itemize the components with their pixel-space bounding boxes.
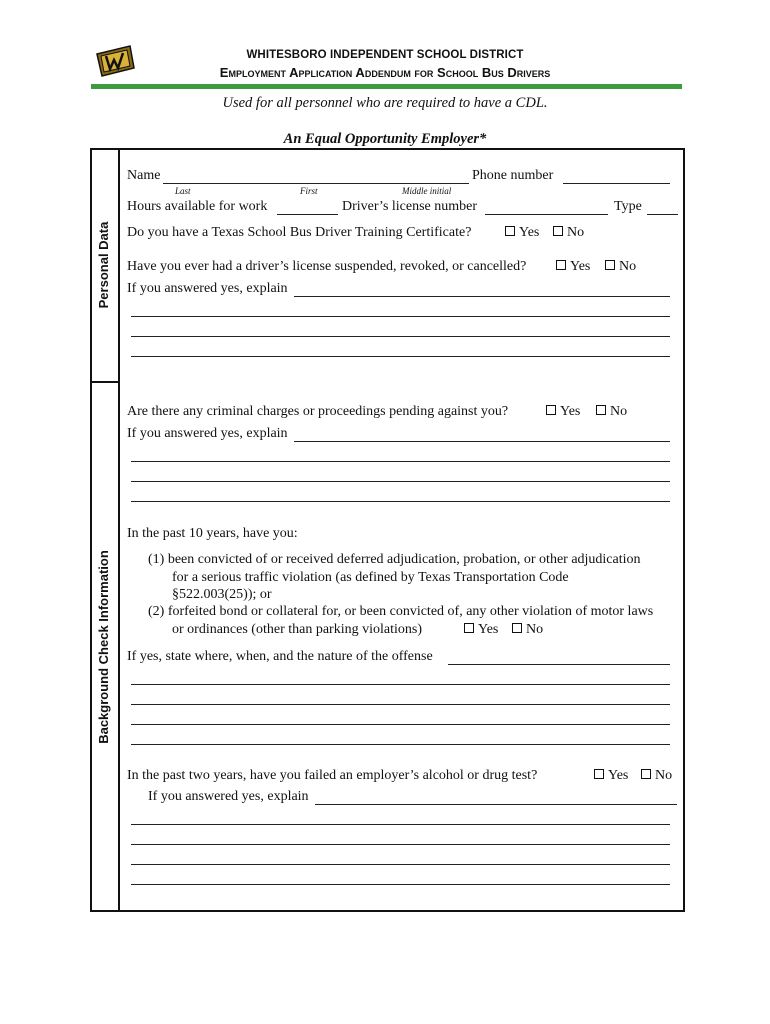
no-checkbox[interactable] [553,226,563,236]
certificate-no-option[interactable]: No [553,225,584,241]
explain-line[interactable] [131,864,670,865]
suspended-yes-option[interactable]: Yes [556,259,590,275]
criminal-no-option[interactable]: No [596,404,627,420]
explain-line[interactable] [131,356,670,357]
name-label: Name [127,168,161,183]
explain-line[interactable] [131,501,670,502]
yes-checkbox[interactable] [546,405,556,415]
hours-label: Hours available for work [127,199,268,214]
name-middle-caption: Middle initial [402,186,452,196]
form-subtitle: Used for all personnel who are required to have a CDL. [222,95,548,111]
suspended-explain-label: If you answered yes, explain [127,281,288,296]
drug-test-no-option[interactable]: No [641,768,672,784]
header-rule [91,84,682,89]
explain-line[interactable] [131,316,670,317]
no-checkbox[interactable] [512,623,522,633]
explain-line[interactable] [131,724,670,725]
suspended-question: Have you ever had a driver’s license suspended, revoked, or cancelled? [127,259,527,274]
offense-field[interactable] [448,664,670,665]
license-number-field[interactable] [485,214,608,215]
equal-opportunity-note: An Equal Opportunity Employer* [283,131,487,147]
criminal-explain-field[interactable] [294,441,670,442]
license-type-field[interactable] [647,214,678,215]
yes-checkbox[interactable] [556,260,566,270]
section-label-background-check: Background Check Information [96,550,111,744]
item1-line1: (1) been convicted of or received deferred adjudication, probation, or other adjudication [148,552,641,567]
license-label: Driver’s license number [342,199,478,214]
item2-line2: or ordinances (other than parking violations) [172,622,422,637]
no-checkbox[interactable] [605,260,615,270]
explain-line[interactable] [131,744,670,745]
explain-line[interactable] [131,844,670,845]
section-label-personal-data: Personal Data [96,221,111,309]
explain-line[interactable] [131,481,670,482]
no-checkbox[interactable] [596,405,606,415]
yes-checkbox[interactable] [505,226,515,236]
explain-line[interactable] [131,704,670,705]
item1-line3: §522.003(25)); or [172,587,272,602]
suspended-explain-field[interactable] [294,296,670,297]
certificate-question: Do you have a Texas School Bus Driver Training Certificate? [127,225,472,240]
certificate-yes-option[interactable]: Yes [505,225,539,241]
item2-line1: (2) forfeited bond or collateral for, or been convicted of, any other violation of motor laws [148,604,654,619]
name-field[interactable] [163,183,469,184]
phone-field[interactable] [563,183,670,184]
district-name: WHITESBORO INDEPENDENT SCHOOL DISTRICT [246,49,524,61]
form-title: Employment Application Addendum for School Bus Drivers [219,65,551,80]
drug-test-yes-option[interactable]: Yes [594,768,628,784]
yes-checkbox[interactable] [464,623,474,633]
past10-intro: In the past 10 years, have you: [127,526,298,541]
explain-line[interactable] [131,884,670,885]
license-type-label: Type [614,199,642,214]
name-last-caption: Last [175,186,191,196]
no-checkbox[interactable] [641,769,651,779]
criminal-explain-label: If you answered yes, explain [127,426,288,441]
explain-line[interactable] [131,461,670,462]
yes-checkbox[interactable] [594,769,604,779]
criminal-yes-option[interactable]: Yes [546,404,580,420]
suspended-no-option[interactable]: No [605,259,636,275]
phone-label: Phone number [472,168,554,183]
explain-line[interactable] [131,684,670,685]
explain-line[interactable] [131,336,670,337]
hours-field[interactable] [277,214,338,215]
explain-line[interactable] [131,824,670,825]
drug-test-explain-label: If you answered yes, explain [148,789,309,804]
drug-test-explain-field[interactable] [315,804,677,805]
offense-label: If yes, state where, when, and the nature of the offense [127,649,433,664]
item1-line2: for a serious traffic violation (as defined by Texas Transportation Code [172,570,569,585]
violation-no-option[interactable]: No [512,622,543,638]
section-label-divider [118,148,120,912]
violation-yes-option[interactable]: Yes [464,622,498,638]
name-first-caption: First [300,186,318,196]
criminal-question: Are there any criminal charges or proceedings pending against you? [127,404,509,419]
drug-test-question: In the past two years, have you failed an employer’s alcohol or drug test? [127,768,538,783]
section-separator [90,381,120,383]
